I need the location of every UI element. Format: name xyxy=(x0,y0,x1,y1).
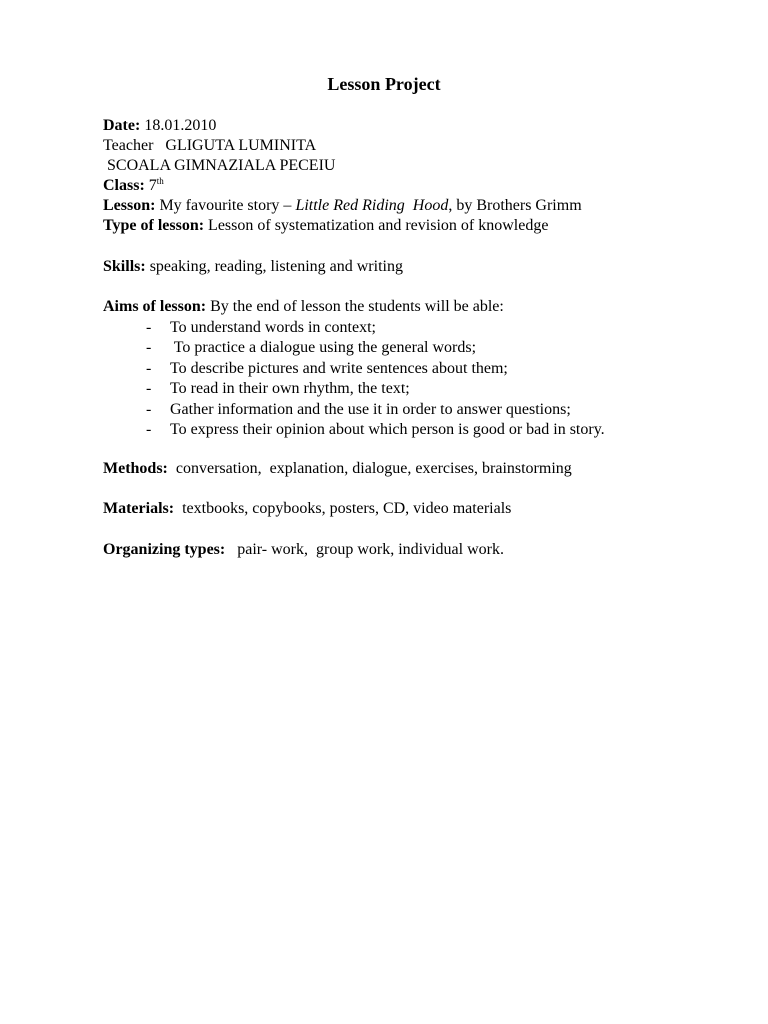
date-label: Date: xyxy=(103,117,141,134)
class-line xyxy=(103,176,164,196)
organizing-types-value: pair- work, group work, individual work. xyxy=(225,541,504,558)
organizing-types-label: Organizing types: xyxy=(103,541,226,558)
aim-text: To practice a dialogue using the general words; xyxy=(170,339,477,357)
methods-value: conversation, explanation, dialogue, exercises, brainstorming xyxy=(167,460,572,477)
school-line xyxy=(107,156,335,176)
lesson-prefix: My favourite story – xyxy=(155,197,296,214)
class-label: Class: xyxy=(103,177,145,194)
aim-text: To express their opinion about which person is good or bad in story. xyxy=(170,420,605,438)
list-bullet: - xyxy=(146,359,152,377)
aim-text: To describe pictures and write sentences about them; xyxy=(170,359,508,377)
teacher-line xyxy=(103,136,316,156)
list-bullet: - xyxy=(146,380,152,398)
lesson-label: Lesson: xyxy=(103,197,156,214)
school-name: SCOALA GIMNAZIALA PECEIU xyxy=(107,157,336,174)
date-value: 18.01.2010 xyxy=(140,117,217,134)
lesson-suffix: , by Brothers Grimm xyxy=(448,197,582,214)
list-item xyxy=(146,379,605,399)
aims-line xyxy=(103,297,504,317)
list-bullet: - xyxy=(146,420,152,438)
list-item xyxy=(146,318,605,338)
lesson-story-title: Little Red Riding Hood xyxy=(295,197,449,214)
methods-line xyxy=(103,459,572,479)
skills-value: speaking, reading, listening and writing xyxy=(145,258,403,275)
aims-list xyxy=(146,318,605,440)
type-of-lesson-label: Type of lesson: xyxy=(103,217,205,234)
type-of-lesson-line xyxy=(103,216,548,236)
teacher-name: GLIGUTA LUMINITA xyxy=(165,137,317,154)
aim-text: To read in their own rhythm, the text; xyxy=(170,380,410,398)
class-superscript: th xyxy=(156,176,164,186)
document-title: Lesson Project xyxy=(327,74,441,94)
teacher-label: Teacher xyxy=(103,137,154,154)
materials-line xyxy=(103,499,511,519)
list-bullet: - xyxy=(146,339,152,357)
materials-value: textbooks, copybooks, posters, CD, video materials xyxy=(174,500,512,517)
skills-line xyxy=(103,257,403,277)
materials-label: Materials: xyxy=(103,500,175,517)
methods-label: Methods: xyxy=(103,460,168,477)
type-of-lesson-value: Lesson of systematization and revision of knowledge xyxy=(204,217,549,234)
list-bullet: - xyxy=(146,319,152,336)
list-item xyxy=(146,338,605,358)
lesson-line xyxy=(103,196,582,216)
date-line xyxy=(103,116,216,136)
aim-text: Gather information and the use it in order to answer questions; xyxy=(170,400,571,418)
class-value: 7 xyxy=(148,177,157,194)
aim-text: To understand words in context; xyxy=(170,319,376,336)
list-item xyxy=(146,400,605,420)
list-item xyxy=(146,359,605,379)
aims-intro: By the end of lesson the students will be able: xyxy=(206,298,504,315)
list-bullet: - xyxy=(146,400,152,418)
list-item xyxy=(146,420,605,440)
aims-label: Aims of lesson: xyxy=(103,298,207,315)
skills-label: Skills: xyxy=(103,258,146,275)
organizing-types-line xyxy=(103,540,504,560)
